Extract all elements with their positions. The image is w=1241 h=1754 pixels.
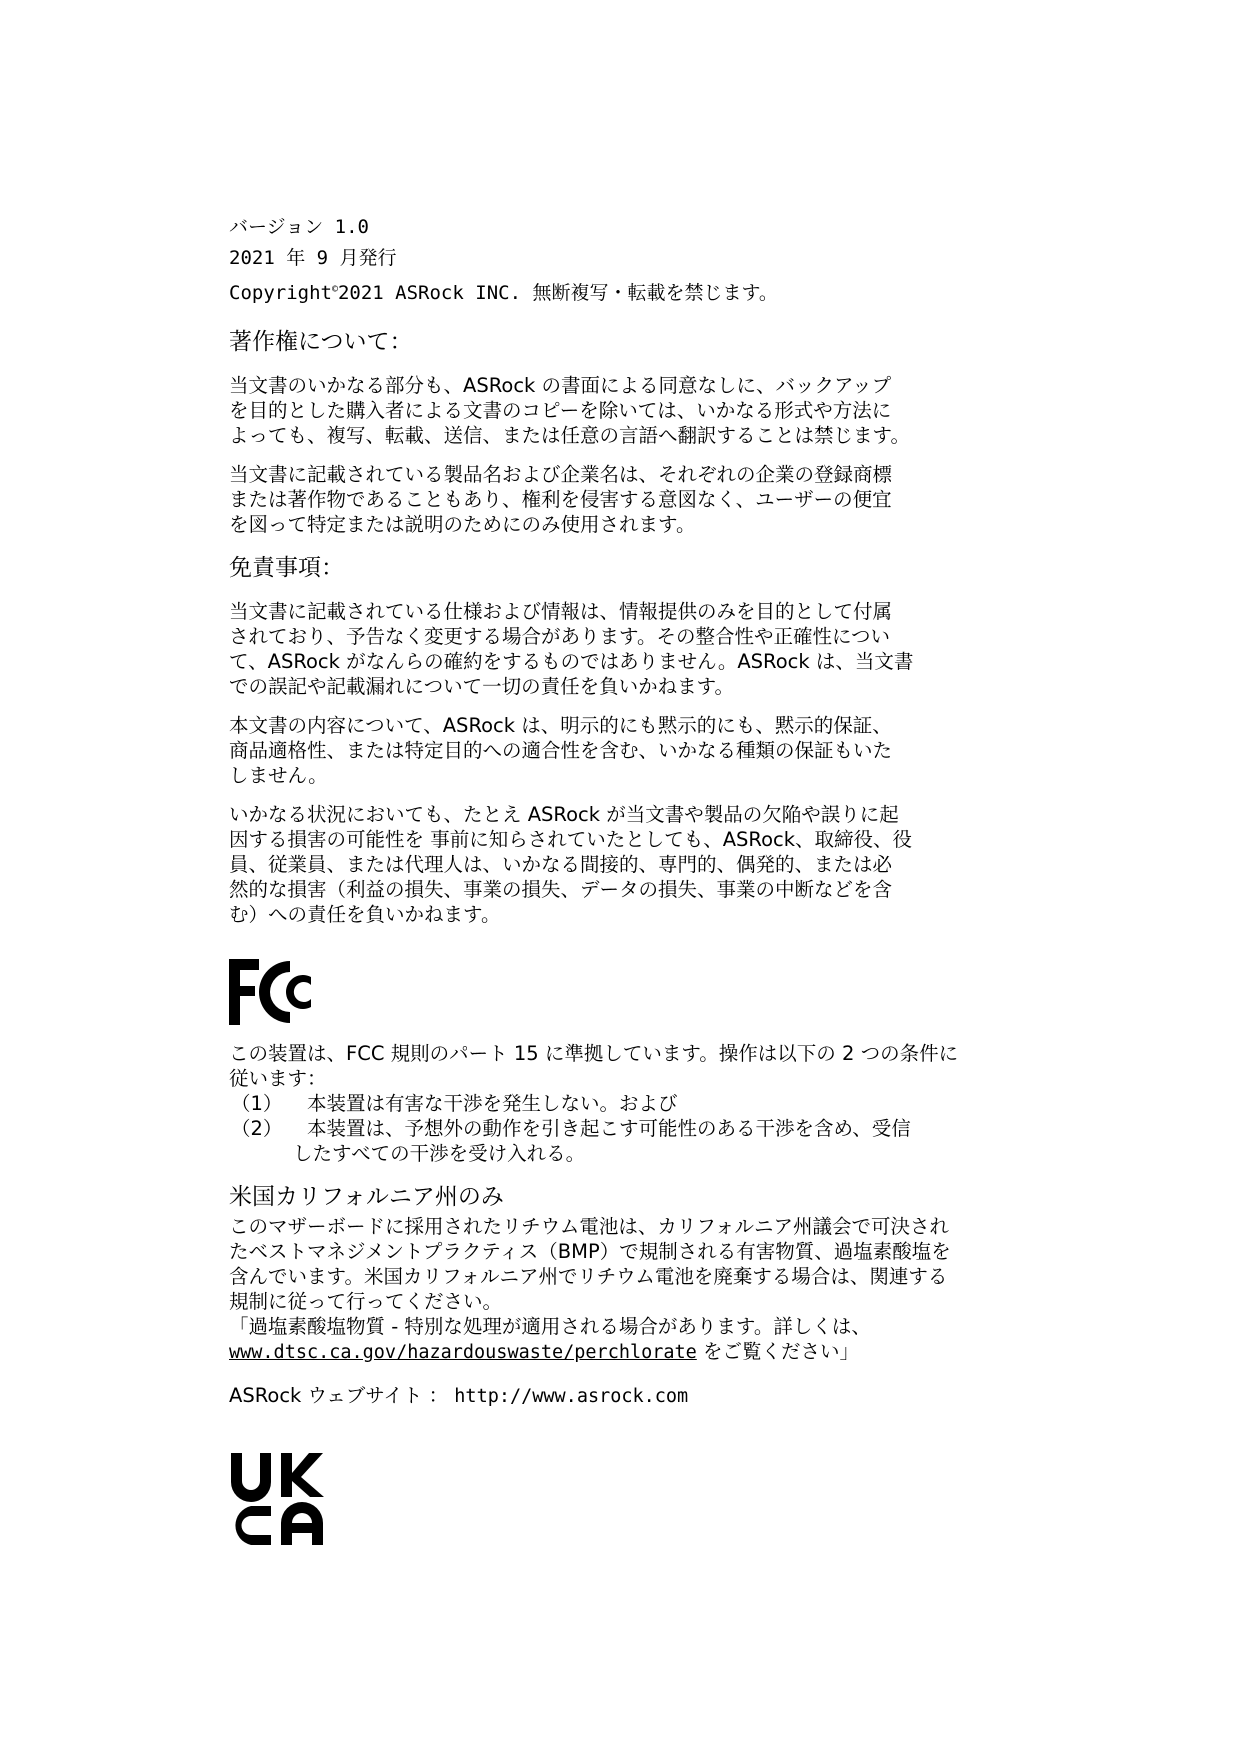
- version-text: バージョン 1.0: [229, 216, 369, 238]
- website-url[interactable]: http://www.asrock.com: [454, 1386, 689, 1407]
- copyright-rest: 2021 ASRock INC. 無断複写・転載を禁じます。: [337, 282, 778, 304]
- fcc-logo: [229, 957, 1069, 1029]
- condition-number: （1）: [231, 1092, 283, 1115]
- disclaimer-para-2: 本文書の内容について、ASRock は、明示的にも黙示的にも、黙示的保証、 商品適格性、または特定目的への適合性を含む、いかなる種類の保証もいた しません。: [229, 714, 893, 787]
- disclaimer-section: [229, 551, 1069, 927]
- disclaimer-para-1: 当文書に記載されている仕様および情報は、情報提供のみを目的として付属 されており、予告なく変更する場合があります。その整合性や正確性につい て、ASRock がなんらの確約をするものではありません。ASRock は、当文書 での誤記や記載漏れについて一切の責任を負いかねます。: [229, 600, 914, 698]
- copyright-title: 著作権について：: [229, 329, 413, 355]
- fcc-condition-2-continued: したすべての干渉を受け入れる。: [293, 1142, 586, 1165]
- issue-date: 2021 年 9 月発行: [229, 247, 397, 269]
- disclaimer-title: 免責事項：: [229, 555, 344, 581]
- document-header: [229, 212, 1069, 309]
- fcc-condition-2: [229, 1116, 1069, 1141]
- copyright-para-2: 当文書に記載されている製品名および企業名は、それぞれの企業の登録商標 または著作物であることもあり、権利を侵害する意図なく、ユーザーの便宜 を図って特定または説明のためにのみ使用されます。: [229, 463, 893, 536]
- ukca-logo: [229, 1451, 325, 1547]
- fcc-logo-icon: [229, 957, 325, 1029]
- document-page: [229, 212, 1069, 1547]
- condition-number: （2）: [231, 1117, 283, 1140]
- fcc-intro: この装置は、FCC 規則のパート 15 に準拠しています。操作は以下の 2 つの条件に 従います：: [229, 1042, 959, 1090]
- california-section: [229, 1180, 1069, 1365]
- fcc-section: [229, 1041, 1069, 1166]
- copyright-prefix: Copyright: [229, 282, 332, 304]
- copyright-symbol: ©: [331, 284, 338, 295]
- california-title: 米国カリフォルニア州のみ: [229, 1184, 504, 1210]
- website-line: [229, 1383, 1069, 1409]
- perchlorate-link[interactable]: www.dtsc.ca.gov/hazardouswaste/perchlorate: [229, 1342, 697, 1363]
- disclaimer-para-3: いかなる状況においても、たとえ ASRock が当文書や製品の欠陥や誤りに起 因する損害の可能性を 事前に知らされていたとしても、ASRock、取締役、役 員、従業員、または代理人は、いかなる間接的、専門的、偶発的、または必 然的な損害（利益の損失、事業の損失、データの損失、事業の中断などを含 む）への責任を負いかねます。: [229, 803, 913, 926]
- california-text: このマザーボードに採用されたリチウム電池は、カリフォルニア州議会で可決され たベストマネジメントプラクティス（BMP）で規制される有害物質、過塩素酸塩を 含んでいます。米国カリフォルニア州でリチウム電池を廃棄する場合は、関連する 規制に従って行ってください。 「過塩素酸塩物質 - 特別な処理が適用される場合があります。詳しくは、: [229, 1215, 951, 1338]
- condition-text: 本装置は、予想外の動作を引き起こす可能性のある干渉を含め、受信: [307, 1117, 911, 1140]
- copyright-section: [229, 325, 1069, 537]
- condition-text: 本装置は有害な干渉を発生しない。および: [307, 1092, 678, 1115]
- ukca-logo-icon: [229, 1451, 325, 1547]
- california-suffix: をご覧ください」: [696, 1340, 859, 1363]
- copyright-line: [229, 274, 1069, 309]
- fcc-condition-1: [229, 1091, 1069, 1116]
- copyright-para-1: 当文書のいかなる部分も、ASRock の書面による同意なしに、バックアップ を目的とした購入者による文書のコピーを除いては、いかなる形式や方法に よっても、複写、転載、送信、または任意の言語へ翻訳することは禁じます。: [229, 374, 910, 447]
- website-label: ASRock ウェブサイト ：: [229, 1384, 449, 1407]
- california-body: [229, 1214, 1069, 1365]
